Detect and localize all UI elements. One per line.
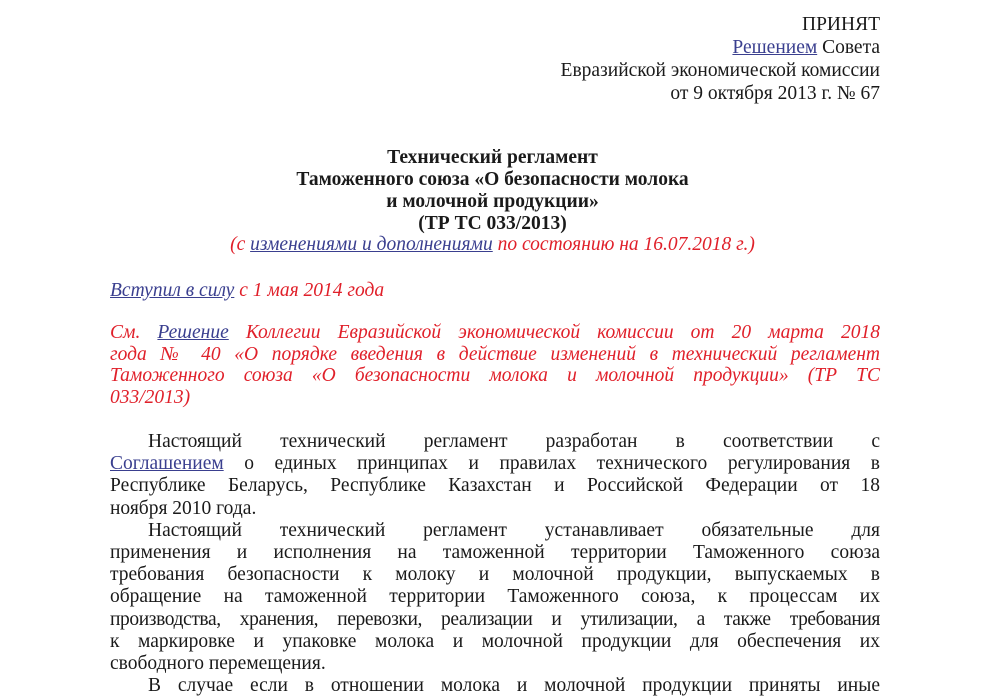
commission-name: Евразийской экономической комиссии	[560, 60, 880, 81]
see-also-note: См. Решение Коллегии Евразийской экономической комиссии от 20 марта 2018 года № 40 «О порядке введения в действие изменений в технический регламент Таможенного союза «О безопасности молока и молочной продукции» (ТР ТС 033/2013)	[110, 322, 881, 408]
document-body	[110, 431, 880, 697]
agreement-link[interactable]: Соглашением	[110, 453, 224, 475]
amendments-note: (с изменениями и дополнениями по состоянию на 16.07.2018 г.)	[230, 234, 755, 255]
adoption-header	[380, 13, 880, 105]
paragraph-3: В случае если в отношении молока и молочной продукции приняты иные	[148, 675, 880, 697]
adopted-by-line: Решением Совета	[732, 37, 880, 58]
adopted-label: ПРИНЯТ	[801, 14, 880, 35]
amendments-link[interactable]: изменениями и дополнениями	[250, 234, 493, 255]
in-force-note: Вступил в силу с 1 мая 2014 года	[110, 280, 385, 301]
in-force-link[interactable]: Вступил в силу	[110, 280, 235, 301]
see-decision-link[interactable]: Решение	[157, 322, 229, 343]
document-title: Технический регламент Таможенного союза «О безопасности молока и молочной продукции» (ТР ТС 033/2013)	[296, 147, 689, 234]
paragraph-2: Настоящий технический регламент устанавливает обязательные для применения и исполнения на таможенной территории Таможенного союза требования безопасности к молоку и молочной продукции, выпускаемых в обращение на таможенной территории Таможенного союза, к процессам их производства, хранения, перевозки, реализации и утилизации, а также требования к маркировке и упаковке молока и молочной продукции для обеспечения их свободного перемещения.	[110, 519, 880, 675]
adoption-date: от 9 октября 2013 г. № 67	[670, 83, 880, 104]
paragraph-1: Настоящий технический регламент разработан в соответствии с Соглашением о единых принципах и правилах технического регулирования в Республике Беларусь, Республике Казахстан и Российской Федерации от 18 ноября 2010 года.	[110, 431, 880, 519]
decision-link[interactable]: Решением	[732, 37, 818, 58]
